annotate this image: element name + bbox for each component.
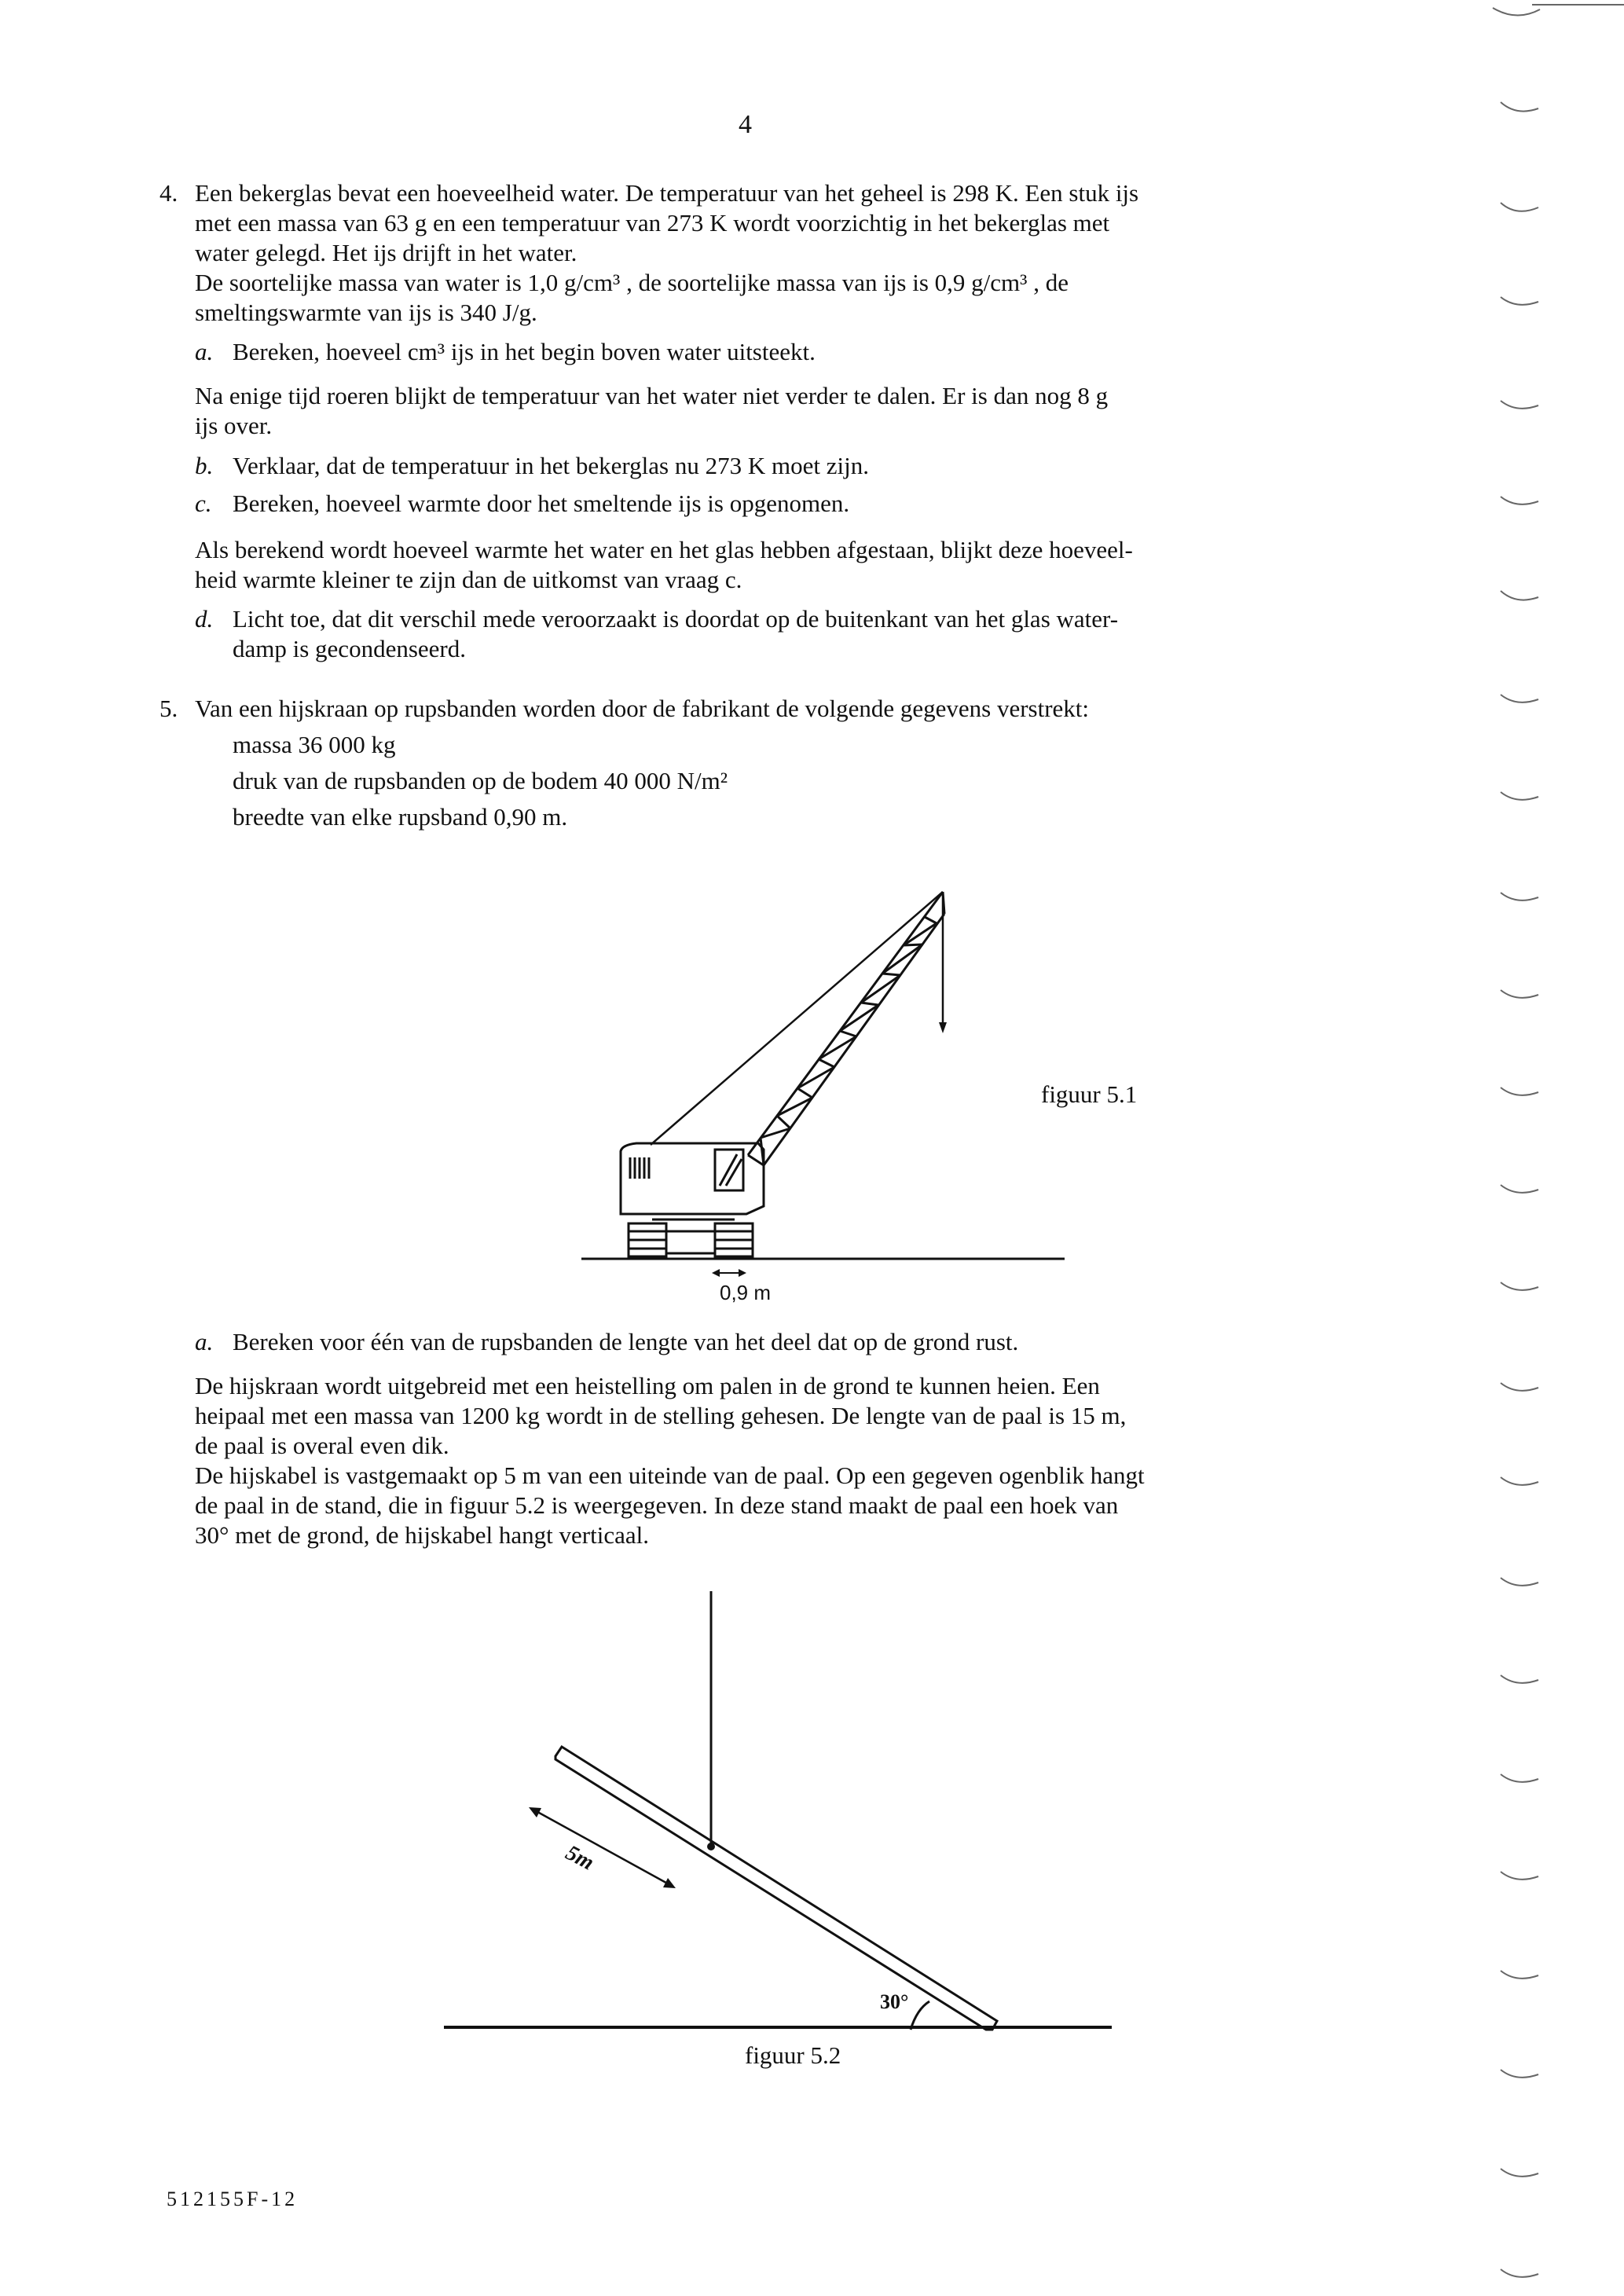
q4a-text: Bereken, hoeveel cm³ ijs in het begin boven water uitsteekt.: [233, 338, 816, 365]
q4-intro-line-1: Een bekerglas bevat een hoeveelheid water. De temperatuur van het geheel is 298 K. Een stuk ijs: [195, 179, 1139, 207]
q4b-text: Verklaar, dat de temperatuur in het bekerglas nu 273 K moet zijn.: [233, 452, 869, 479]
q5-mid-line-3: de paal is overal even dik.: [195, 1432, 449, 1459]
figure-5-2-caption: figuur 5.2: [745, 2041, 841, 2069]
crane-figure: [581, 876, 1069, 1312]
angle-arc: [911, 2001, 929, 2030]
question-4-number: 4.: [159, 179, 178, 207]
q5-intro: Van een hijskraan op rupsbanden worden door de fabrikant de volgende gegevens verstrekt:: [195, 695, 1090, 722]
q4b-label: b.: [195, 452, 214, 479]
q4a-label: a.: [195, 338, 214, 365]
angle-label: 30°: [880, 1990, 909, 2013]
q5-mid-line-6: 30° met de grond, de hijskabel hangt verticaal.: [195, 1521, 649, 1549]
pile: [555, 1747, 997, 2030]
crane-boom: [748, 892, 944, 1165]
q4-mid2-line-1: Als berekend wordt hoeveel warmte het water en het glas hebben afgestaan, blijkt deze hoeveel-: [195, 536, 1133, 563]
pile-figure: [436, 1591, 1120, 2047]
q5-mid-line-4: De hijskabel is vastgemaakt op 5 m van een uiteinde van de paal. Op een gegeven ogenblik hangt: [195, 1462, 1145, 1489]
q4-mid2-line-2: heid warmte kleiner te zijn dan de uitkomst van vraag c.: [195, 566, 742, 593]
q4-intro-line-5: smeltingswarmte van ijs is 340 J/g.: [195, 299, 537, 326]
q5-mid-line-1: De hijskraan wordt uitgebreid met een heistelling om palen in de grond te kunnen heien. Een: [195, 1372, 1100, 1399]
q5-spec-pressure: druk van de rupsbanden op de bodem 40 000 N/m²: [233, 767, 728, 794]
five-metre-label: 5m: [561, 1840, 598, 1876]
q4c-text: Bereken, hoeveel warmte door het smeltende ijs is opgenomen.: [233, 490, 850, 517]
q5-spec-width: breedte van elke rupsband 0,90 m.: [233, 803, 568, 831]
track-width-label: 0,9 m: [720, 1281, 772, 1304]
q4d-text-line-1: Licht toe, dat dit verschil mede veroorzaakt is doordat op de buitenkant van het glas water-: [233, 605, 1119, 633]
q4-mid1-line-2: ijs over.: [195, 412, 273, 439]
page-number: 4: [739, 110, 752, 139]
q4-intro-line-2: met een massa van 63 g en een temperatuur van 273 K wordt voorzichtig in het bekerglas met: [195, 209, 1110, 237]
q5-mid-line-5: de paal in de stand, die in figuur 5.2 is weergegeven. In deze stand maakt de paal een hoek van: [195, 1491, 1119, 1519]
q5a-label: a.: [195, 1328, 214, 1355]
q4c-label: c.: [195, 490, 212, 517]
question-5-number: 5.: [159, 695, 178, 722]
figure-5-1-caption: figuur 5.1: [1041, 1080, 1138, 1108]
q5-spec-mass: massa 36 000 kg: [233, 731, 396, 758]
q4d-text-line-2: damp is gecondenseerd.: [233, 635, 466, 662]
q4-intro-line-3: water gelegd. Het ijs drijft in het water.: [195, 239, 577, 266]
footer-code: 512155F-12: [167, 2188, 299, 2210]
q5a-text: Bereken voor één van de rupsbanden de lengte van het deel dat op de grond rust.: [233, 1328, 1019, 1355]
q4-intro-line-4: De soortelijke massa van water is 1,0 g/cm³ , de soortelijke massa van ijs is 0,9 g/cm³ , de: [195, 269, 1069, 296]
q4-mid1-line-1: Na enige tijd roeren blijkt de temperatuur van het water niet verder te dalen. Er is dan nog 8 g: [195, 382, 1109, 409]
q5-mid-line-2: heipaal met een massa van 1200 kg wordt in de stelling gehesen. De lengte van de paal is 15 m,: [195, 1402, 1127, 1429]
q4d-label: d.: [195, 605, 214, 633]
binding-edge-marks: [1485, 0, 1624, 2296]
